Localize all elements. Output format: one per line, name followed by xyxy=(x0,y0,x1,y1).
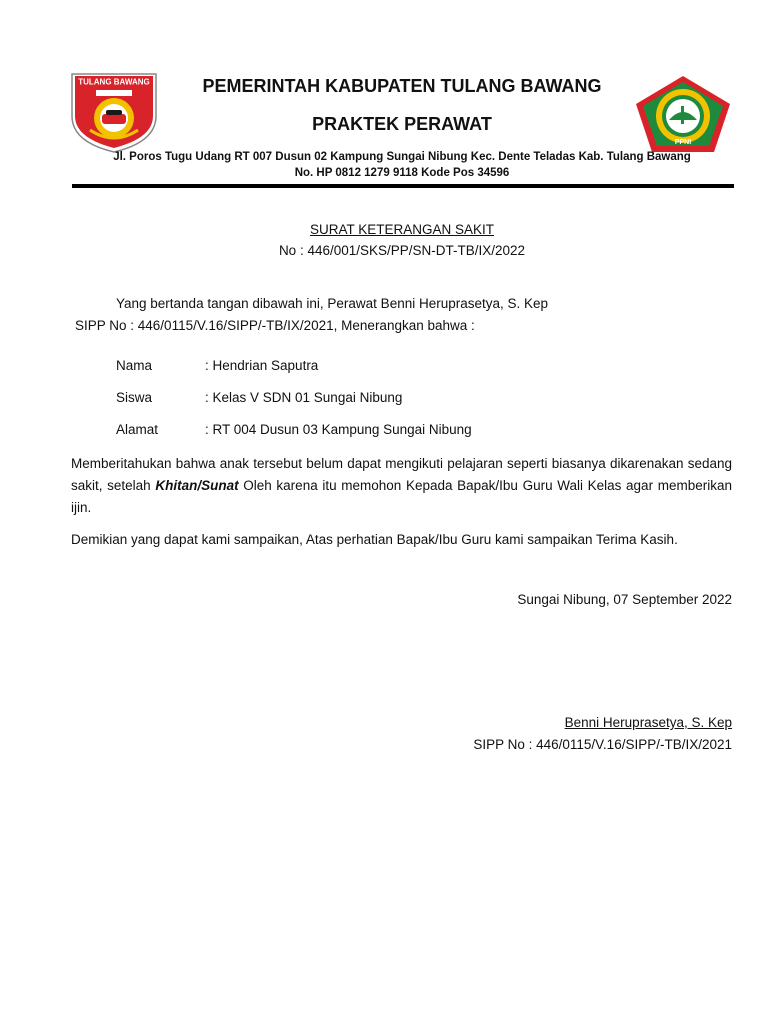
body-emphasis: Khitan/Sunat xyxy=(155,478,239,493)
closing-paragraph: Demikian yang dapat kami sampaikan, Atas perhatian Bapak/Ibu Guru kami sampaikan Terima Kasih. xyxy=(71,532,678,547)
field-label-siswa: Siswa xyxy=(116,390,153,405)
field-label-alamat: Alamat xyxy=(116,422,159,437)
field-value-siswa: : Kelas V SDN 01 Sungai Nibung xyxy=(205,390,403,405)
header-title-line2: PRAKTEK PERAWAT xyxy=(312,114,492,134)
field-label-nama: Nama xyxy=(116,358,153,373)
header-title-line1: PEMERINTAH KABUPATEN TULANG BAWANG xyxy=(202,76,602,96)
header-address-line1: Jl. Poros Tugu Udang RT 007 Dusun 02 Kampung Sungai Nibung Kec. Dente Teladas Kab. Tulang Bawang xyxy=(113,151,691,163)
header-address-line2: No. HP 0812 1279 9118 Kode Pos 34596 xyxy=(294,167,510,179)
letter-number: No : 446/001/SKS/PP/SN-DT-TB/IX/2022 xyxy=(278,243,526,258)
logo-right-short: PPNI xyxy=(674,139,692,146)
body-part2: Oleh karena itu memohon Kepada Bapak/Ibu Guru Wali Kelas agar memberikan ijin. xyxy=(71,478,732,515)
letter-title: SURAT KETERANGAN SAKIT xyxy=(309,222,495,237)
signer-name xyxy=(420,715,732,730)
intro-line1: Yang bertanda tangan dibawah ini, Perawat Benni Heruprasetya, S. Kep xyxy=(116,296,549,311)
place-date: Sungai Nibung, 07 September 2022 xyxy=(517,592,732,607)
signer-name-text: Benni Heruprasetya, S. Kep xyxy=(564,715,732,730)
intro-line2: SIPP No : 446/0115/V.16/SIPP/-TB/IX/2021, Menerangkan bahwa : xyxy=(75,318,475,333)
header-divider xyxy=(72,184,734,188)
logo-left-text: TULANG BAWANG xyxy=(78,77,150,87)
signer-sipp: SIPP No : 446/0115/V.16/SIPP/-TB/IX/2021 xyxy=(473,737,732,752)
field-value-alamat: : RT 004 Dusun 03 Kampung Sungai Nibung xyxy=(205,422,472,437)
field-value-nama: : Hendrian Saputra xyxy=(205,358,319,373)
body-paragraph xyxy=(71,453,732,519)
body-part1: Memberitahukan bahwa anak tersebut belum dapat mengikuti pelajaran seperti biasanya dikarenakan sedang sakit, setelah xyxy=(71,456,732,493)
